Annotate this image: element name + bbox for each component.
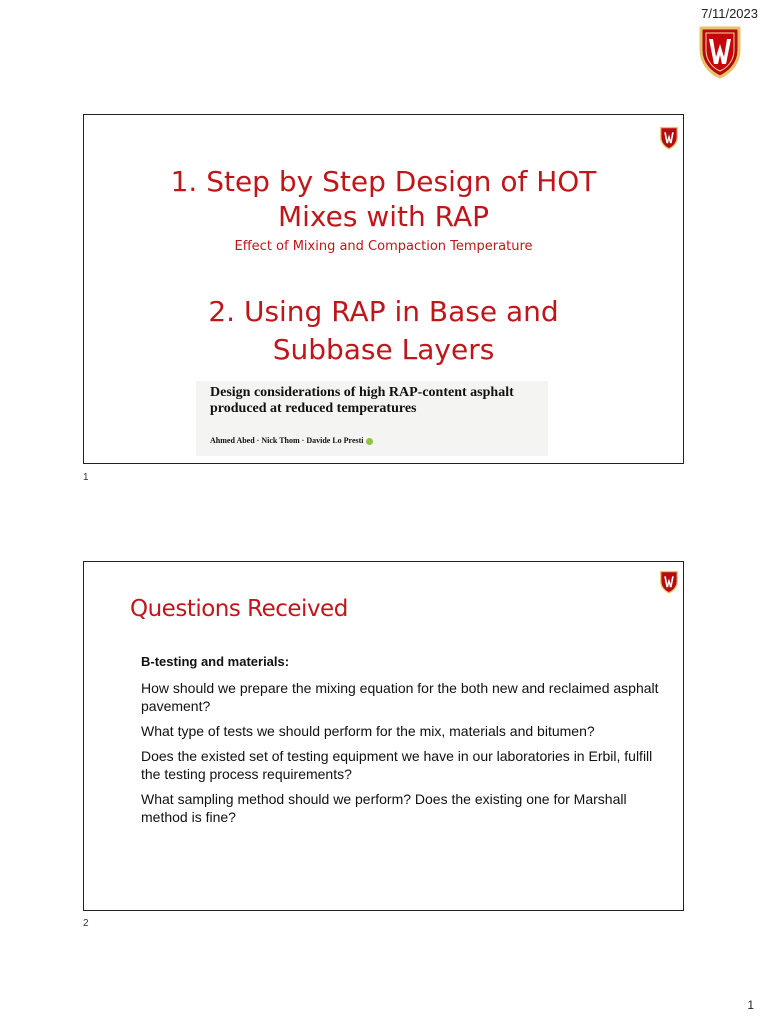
paper-authors: [210, 436, 373, 445]
slide-title-1-line-2: Mixes with RAP: [277, 200, 490, 233]
slide-number: 1: [83, 472, 89, 483]
slide-title-2-line-2: Subbase Layers: [272, 333, 495, 366]
questions-body: [141, 654, 661, 833]
slide-heading: Questions Received: [130, 596, 348, 622]
uw-crest-icon: [697, 24, 743, 80]
page-number: 1: [747, 998, 754, 1012]
question-item: What type of tests we should perform for the mix, materials and bitumen?: [141, 723, 595, 739]
slide-subtitle: Effect of Mixing and Compaction Temperature: [234, 239, 533, 254]
slide-number: 2: [83, 918, 89, 929]
orcid-icon: [366, 438, 373, 445]
print-date: 7/11/2023: [701, 6, 758, 21]
uw-crest-icon: [659, 125, 679, 151]
question-item: What sampling method should we perform? Does the existing one for Marshall method is fine?: [141, 791, 627, 825]
paper-title: [210, 385, 514, 417]
paper-title-line-2: produced at reduced temperatures: [210, 401, 417, 416]
question-item: Does the existed set of testing equipment we have in our laboratories in Erbil, fulfill the testing process requirements?: [141, 748, 653, 782]
paper-header-image: [196, 381, 548, 456]
question-item: How should we prepare the mixing equation for the both new and reclaimed asphalt pavement?: [141, 680, 659, 714]
slide-2: [83, 561, 684, 911]
slide-title-2-line-1: 2. Using RAP in Base and: [208, 295, 559, 328]
paper-authors-text: Ahmed Abed · Nick Thom · Davide Lo Presti: [210, 436, 364, 445]
slide-1: [83, 114, 684, 464]
uw-crest-icon: [659, 569, 679, 595]
questions-subheading: B-testing and materials:: [141, 654, 290, 669]
paper-title-line-1: Design considerations of high RAP-content asphalt: [210, 385, 514, 400]
slide-title-1-line-1: 1. Step by Step Design of HOT: [170, 165, 597, 198]
